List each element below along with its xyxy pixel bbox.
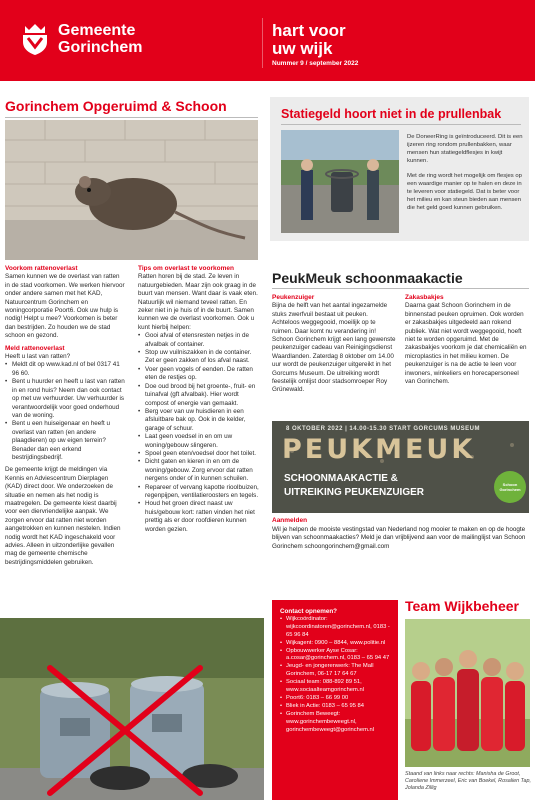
municipality-line2: Gorinchem	[58, 39, 143, 56]
subheading-voorkom: Voorkom rattenoverlast	[5, 265, 78, 272]
subheading-zakasbakjes: Zakasbakjes	[405, 294, 444, 301]
subheading-tips: Tips om overlast te voorkomen	[138, 265, 234, 272]
list-item: • Meldt dit op www.kad.nl of bel 0317 41 96 60.	[5, 361, 125, 378]
paragraph-zakasbakjes: Daarna gaat Schoon Gorinchem in de binnenstad peuken opruimen. Ook worden er zakasbakjes uitgedeeld aan rokend publiek. Wat niet wordt weggegooid, hoeft niet te worden opgeruimd. Met de zakasbakjes voorkom je dat chemicaliën en microplastics in het milieu komen. De peukenzuiger is na de actie te leen voor inwoners, winkeliers en horecapersoneel van Gorinchem.	[405, 302, 527, 386]
subheading-meld: Meld rattenoverlast	[5, 344, 65, 352]
list-item: • Dicht gaten en kieren in en om de woning/gebouw. Zorg ervoor dat ratten nergens onder of in kunnen schuilen.	[138, 458, 260, 483]
doneerring-photo	[281, 130, 399, 233]
municipality-line1: Gemeente	[58, 22, 136, 39]
list-item: • Doe oud brood bij het groente-, fruit- en tuinafval (gft afvalbak). Hier wordt compost of energie van gemaakt.	[138, 383, 260, 408]
banner-date-line: 8 OKTOBER 2022 | 14.00-15.30 START GORCUMS MUSEUM	[286, 426, 481, 432]
contact-item: • Bliek in Actie: 0183 – 65 95 84	[280, 703, 390, 711]
peukmeuk-banner	[272, 421, 529, 513]
list-item: • Voer geen vogels of eenden. De ratten eten de restjes op.	[138, 366, 260, 383]
statiegeld-text	[407, 133, 523, 212]
list-item: • Berg voer van uw huisdieren in een afsluitbare bak op. Ook in de kelder, garage of schuur.	[138, 408, 260, 433]
peukmeuk-column-left	[272, 294, 396, 395]
contact-item: • Sociaal team: 088-892 89 51, www.sociaalteamgorinchem.nl	[280, 679, 390, 695]
header-divider	[262, 18, 263, 68]
gorinchem-crown-shield-icon	[19, 22, 51, 56]
paragraph-kad: De gemeente krijgt de meldingen via Kennis en Adviescentrum Dierplagen (KAD) direct door. We onderzoeken de situatie en nemen als het nodig is maatregelen. De gemeente kiest daarbij voor een diervriendelijke aanpak. We zorgen ervoor dat ratten niet worden aangetrokken en kunnen nestelen. Indien nodig wordt het KAD ingeschakeld voor advies. Alleen in uitzonderlijke gevallen mag de gemeente chemische bestrijdingsmiddelen gebruiken.	[5, 466, 121, 566]
statiegeld-paragraph-2: Met de ring wordt het mogelijk om flesjes op een waardige manier op te halen en deze in te leveren voor statiegeld. Dat is beter voor het milieu en kan steun bieden aan mensen die het geld goed kunnen gebruiken.	[407, 173, 522, 211]
title-line2: uw wijk	[272, 39, 333, 58]
banner-big-word: PEUKMEUK	[282, 434, 476, 465]
rat-column-2	[138, 265, 260, 534]
subheading-peukenzuiger: Peukenzuiger	[272, 294, 315, 301]
paragraph-peukenzuiger: Bijna de helft van het aantal ingezamelde stuks zwerfvuil bestaat uit peuken. Achteloos weggegooid, moeilijk op te ruimen. Daar komt nu verandering in! Schoon Gorinchem krijgt een lang gewenste peukenzuiger cadeau van Reinigingsdienst Waardlanden. Zaterdag 8 oktober om 14.00 uur wordt de peukenzuiger uitgereikt in het Gorcums Museum. De uitreiking wordt feestelijk omlijst door stadsomroeper Roy Grünewald.	[272, 302, 396, 394]
aanmelden-block	[272, 517, 530, 551]
list-item: • Bent u huurder en heeft u last van ratten in en rond huis? Neem dan ook contact op met uw verhuurder. Uw verhuurder is verantwoordelijk voor goed onderhoud van de woning.	[5, 378, 125, 420]
statiegeld-rule	[281, 124, 521, 125]
banner-line2: UITREIKING PEUKENZUIGER	[284, 487, 425, 498]
statiegeld-box	[270, 97, 529, 241]
paragraph-voorkom: Samen kunnen we de overlast van ratten in de stad voorkomen. We werken hiervoor onder andere samen met het KAD, Natuurcentrum Gorinchem en woningcorporatie Poort6. Ook uw hulp is nodig! Helpt u mee? Voorkomen is beter dan bestrijden. Zo houden we de stad schoon en gezond.	[5, 273, 125, 340]
crossed-out-bins-photo	[0, 618, 264, 800]
title-line1: hart voor	[272, 21, 346, 40]
list-item: • Houd het groen direct naast uw huis/gebouw kort: ratten vinden het niet prettig als er door roofdieren kunnen worden gezien.	[138, 500, 260, 534]
team-title: Team Wijkbeheer	[405, 598, 519, 614]
list-item: • Repareer of vervang kapotte rioolbuizen, regenpijpen, ventilatieroosters en tegels.	[138, 484, 260, 501]
contact-item: • Gorinchem Beweegt: www.gorinchembeweegt.nl, gorinchembeweegt@gorinchem.nl	[280, 711, 390, 735]
banner-line1: SCHOONMAAKACTIE &	[284, 473, 398, 484]
contact-item: • Wijkcoördinator: wijkcoordinatoren@gorinchem.nl, 0183 - 65 96 84	[280, 616, 390, 640]
section-rule	[5, 117, 258, 118]
rat-column-1	[5, 265, 125, 571]
subheading-aanmelden: Aanmelden	[272, 517, 308, 524]
peukmeuk-rule	[272, 288, 529, 289]
statiegeld-paragraph-1: De DoneerRing is geïntroduceerd. Dit is een ijzeren ring rondom prullenbakken, waar mensen hun statiegeldflesjes in kwijt kunnen.	[407, 134, 523, 164]
contact-item: • Jeugd- en jongerenwerk: The Mall Gorinchem, 06-17 17 64 67	[280, 663, 390, 679]
paragraph-tips: Ratten horen bij de stad. Ze leven in natuurgebieden. Maar zijn ook graag in de buurt van mensen. Want daar is vaak eten. Natuurlijk wil niemand teveel ratten. En zeker niet in je huis of in de buurt. Samen kunnen we de overlast voorkomen. Ook u kunt hierbij helpen:	[138, 273, 258, 331]
publication-title	[272, 22, 346, 58]
team-photo	[405, 619, 530, 767]
municipality-name	[58, 22, 142, 56]
issue-number: Nummer 9 / september 2022	[272, 60, 359, 67]
peukmeuk-column-right	[405, 294, 530, 386]
contact-item: • Wijkagent: 0900 – 8844, www.politie.nl	[280, 640, 390, 648]
statiegeld-title: Statiegeld hoort niet in de prullenbak	[281, 107, 502, 121]
paragraph-aanmelden: Wil je helpen de mooiste vestingstad van Nederland nog mooier te maken en op de hoogte blijven van schoonmaakacties? Meld je dan vrijblijvend aan voor de mailinglijst van Schoon Gorinchem schoongorinchem@gmail.com	[272, 525, 526, 550]
contact-title: Contact opnemen?	[280, 608, 338, 615]
section-title-opgeruimd: Gorinchem Opgeruimd & Schoon	[5, 98, 227, 114]
list-item: • Gooi afval of etensresten netjes in de afvalbak of container.	[138, 332, 260, 349]
schoon-gorinchem-badge: Schoon Gorinchem	[499, 482, 521, 492]
rat-photo	[5, 120, 258, 260]
list-item: • Spoel geen eten/voedsel door het toilet.	[138, 450, 260, 458]
contact-item: • Poort6: 0183 – 66 99 00	[280, 695, 390, 703]
list-item: • Stop uw vuilniszakken in de container. Zet er geen zakken of los afval naast.	[138, 349, 260, 366]
contact-box	[272, 600, 398, 800]
contact-item: • Opbouwwerker Ayse Cosar: a.cosar@gorinchem.nl, 0183 – 65 94 47	[280, 648, 390, 664]
paragraph-meld-intro: Heeft u last van ratten?	[5, 353, 71, 361]
list-item: • Laat geen voedsel in en om uw woning/gebouw slingeren.	[138, 433, 260, 450]
list-item: • Bent u een huiseigenaar en heeft u overlast van ratten (en andere plaagdieren) op uw eigen terrein? Benader dan een erkend bestrijdingsbedrijf.	[5, 420, 125, 462]
masthead	[0, 0, 535, 81]
team-caption: Staand van links naar rechts: Manisha de Groot, Caroliene Immerzeel, Eric van Boekel, Rosalien Tap, Jolanda Zillig	[405, 771, 531, 792]
peukmeuk-title: PeukMeuk schoonmaakactie	[272, 270, 463, 286]
